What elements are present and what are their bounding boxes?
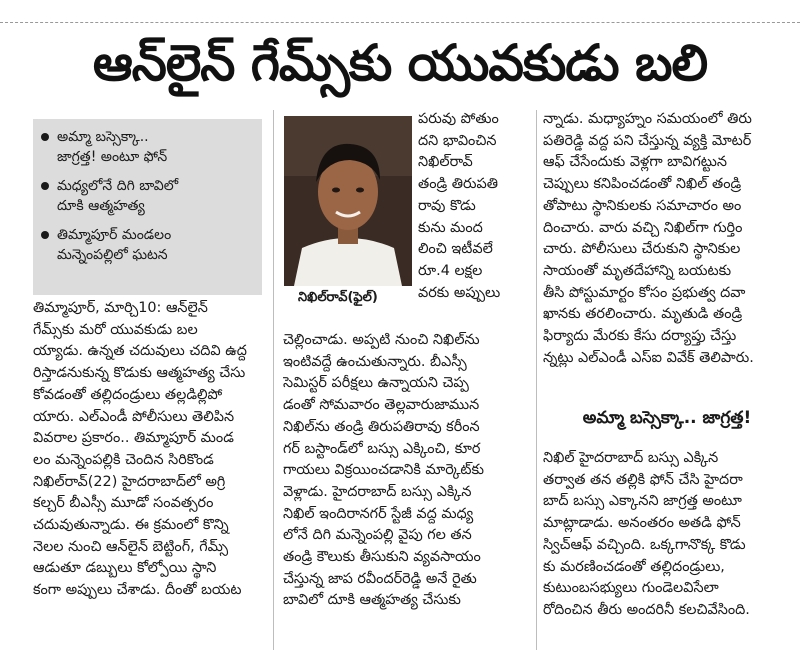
- text-line: నెలల నుంచి ఆన్‌లైన్ బెట్టింగ్, గేమ్స్: [33, 538, 229, 555]
- text-line: కంగా అప్పులు చేశాడు. దీంతో బయట: [33, 582, 242, 599]
- column-3-bottom: [543, 448, 795, 622]
- text-line: మాట్లాడాడు. అనంతరం అతడి ఫోన్: [543, 515, 741, 532]
- text-line: పరువు పోతుం: [418, 111, 499, 127]
- column-1: [33, 298, 267, 602]
- text-line: వివరాల ప్రకారం.. తిమ్మాపూర్ మండ: [33, 430, 234, 447]
- text-line: చదువుతున్నాడు. ఈ క్రమంలో కొన్ని: [33, 517, 229, 534]
- text-line: గేమ్స్‌కు మరో యువకుడు బల: [33, 321, 198, 338]
- text-line: తిమ్మాపూర్, మార్చి10: ఆన్‌లైన్: [33, 300, 208, 316]
- text-line: సెమిస్టర్ పరీక్షలు ఉన్నాయని చెప్ప: [283, 375, 469, 392]
- text-line: ఇంటివద్దే ఉంచుతున్నారు. బీఎస్సీ: [283, 353, 467, 370]
- text-line: తర్వాత తన తల్లికి ఫోన్ చేసి హైదరా: [543, 471, 743, 488]
- text-line: తండ్రి తిరుపతి: [418, 176, 498, 193]
- text-line: బావిలో దూకి ఆత్మహత్య చేసుకు: [283, 592, 461, 609]
- text-line: చేస్తున్న జాప రవీందర్‌రెడ్డి అనే రైతు: [283, 570, 477, 587]
- text-line: న్నాడు. మధ్యాహ్నం సమయంలో తిరు: [543, 111, 752, 127]
- text-line: గర్ బస్టాండ్‌లో బస్సు ఎక్కించి, కూర: [283, 440, 481, 457]
- highlight-item: [39, 225, 256, 265]
- highlight-line: దూకి ఆత్మహత్య: [57, 198, 145, 214]
- person-photo: [284, 116, 412, 286]
- text-line: స్విచ్‌ఆఫ్ వచ్చింది. ఒక్కగానొక్క కొడు: [543, 536, 746, 553]
- text-line: నిఖిల్‌రావ్(22) హైదరాబాద్‌లో అగ్రి: [33, 473, 226, 490]
- text-line: కల్చర్ బీఎస్సీ మూడో సంవత్సరం: [33, 495, 214, 512]
- text-line: కును మంద: [418, 219, 483, 236]
- highlight-line: మన్నెంపల్లిలో ఘటన: [57, 247, 168, 263]
- text-line: యారు. ఎల్‌ఎండీ పోలీసులు తెలిపిన: [33, 408, 235, 425]
- text-line: దించారు. వారు వచ్చి నిఖిల్‌గా గుర్తిం: [543, 219, 743, 236]
- highlight-line: తిమ్మాపూర్ మండలం: [57, 227, 172, 243]
- text-line: లం మన్నెంపల్లికి చెందిన సిరికొండ: [33, 451, 214, 468]
- text-line: రిస్తాడనుకున్న కొడుకు ఆత్మహత్య చేసు: [33, 365, 246, 382]
- text-line: లించి ఇటీవలే: [418, 241, 493, 258]
- text-line: నిఖిల్ ఇందిరానగర్ స్టేజీ వద్ద మధ్య: [283, 505, 474, 522]
- text-line: తోపాటు స్థానికులకు సమాచారం అం: [543, 197, 742, 214]
- text-line: న్నట్లు ఎల్‌ఎండీ ఎస్‌ఐ వివేక్ తెలిపారు.: [543, 349, 754, 366]
- bullet-icon: [41, 133, 49, 141]
- text-line: రావు కొడు: [418, 197, 476, 214]
- text-line: లోనే దిగి మన్నెంపల్లి వైపు గల తన: [283, 527, 472, 544]
- subheading: అమ్మా బస్సెక్కా.. జాగ్రత్త!: [582, 408, 752, 428]
- text-line: చారు. పోలీసులు చేరుకుని స్థానికుల: [543, 241, 741, 258]
- bullet-icon: [41, 231, 49, 239]
- column-3: [543, 109, 795, 369]
- text-line: కు మరణించడంతో తల్లిదండ్రులు,: [543, 558, 725, 575]
- highlight-item: [39, 176, 256, 216]
- text-line: కుటుంబసభ్యులు గుండెలవిసేలా: [543, 580, 719, 597]
- column-divider: [536, 110, 537, 650]
- text-line: తీసి పోస్టుమార్టం కోసం ప్రభుత్వ దవా: [543, 284, 746, 301]
- text-line: రోదించిన తీరు అందరినీ కలచివేసింది.: [543, 601, 750, 618]
- text-line: చెప్పులు కనిపించడంతో నిఖిల్ తండ్రి: [543, 176, 742, 193]
- text-line: నిఖిల్ హైదరాబాద్ బస్సు ఎక్కిన: [543, 450, 719, 466]
- text-line: కోవడంతో తల్లిదండ్రులు తల్లడిల్లిపో: [33, 386, 223, 403]
- text-line: నిఖిల్‌ను తండ్రి తిరుపతిరావు కరీంన: [283, 418, 480, 435]
- highlight-line: జాగ్రత్త! అంటూ ఫోన్: [57, 149, 168, 165]
- highlight-line: మధ్యలోనే దిగి బావిలో: [57, 178, 179, 194]
- text-line: నిఖిల్‌రావ్: [418, 154, 473, 171]
- text-line: ఖానకు తరలించారు. మృతుడి తండ్రి: [543, 306, 743, 323]
- text-line: య్యాడు. ఉన్నత చదువులు చదివి ఉద్ద: [33, 343, 247, 360]
- column-2-top: [418, 109, 528, 304]
- text-line: గాయలు విక్రయించడానికి మార్కెట్‌కు: [283, 462, 485, 479]
- column-divider: [273, 110, 274, 650]
- text-line: ఆడుతూ డబ్బులు కోల్పోయి స్థాని: [33, 560, 217, 577]
- text-line: రూ.4 లక్షల: [418, 262, 483, 279]
- text-line: బాద్ బస్సు ఎక్కానని జాగ్రత్త అంటూ: [543, 493, 742, 510]
- column-2: [283, 330, 531, 612]
- text-line: వరకు అప్పులు: [418, 284, 501, 301]
- top-border: [0, 0, 800, 23]
- text-line: దని భావించిన: [418, 132, 497, 149]
- text-line: వెళ్లాడు. హైదరాబాద్ బస్సు ఎక్కిన: [283, 483, 472, 500]
- text-line: పతిరెడ్డి వద్ద పని చేస్తున్న వ్యక్తి మోటర్: [543, 132, 752, 149]
- photo-caption: నిఖిల్‌రావ్(ఫైల్): [298, 290, 378, 305]
- highlight-line: అమ్మా బస్సెక్కా..: [57, 129, 149, 145]
- headline: ఆన్‌లైన్ గేమ్స్‌కు యువకుడు బలి: [92, 34, 708, 92]
- text-line: చెల్లించాడు. అప్పటి నుంచి నిఖిల్‌ను: [283, 332, 480, 348]
- text-line: ఫిర్యాదు మేరకు కేసు దర్యాప్తు చేస్తు: [543, 328, 737, 345]
- text-line: డంతో సోమవారం తెల్లవారుజామున: [283, 397, 480, 414]
- bullet-icon: [41, 182, 49, 190]
- text-line: సాయంతో మృతదేహాన్ని బయటకు: [543, 262, 732, 279]
- highlights-box: [33, 119, 262, 295]
- text-line: ఆఫ్ చేసేందుకు వెళ్లగా బావిగట్టున: [543, 154, 727, 171]
- highlight-item: [39, 127, 256, 167]
- portrait-icon: [284, 116, 412, 286]
- text-line: తండ్రి కౌలుకు తీసుకుని వ్యవసాయం: [283, 549, 481, 566]
